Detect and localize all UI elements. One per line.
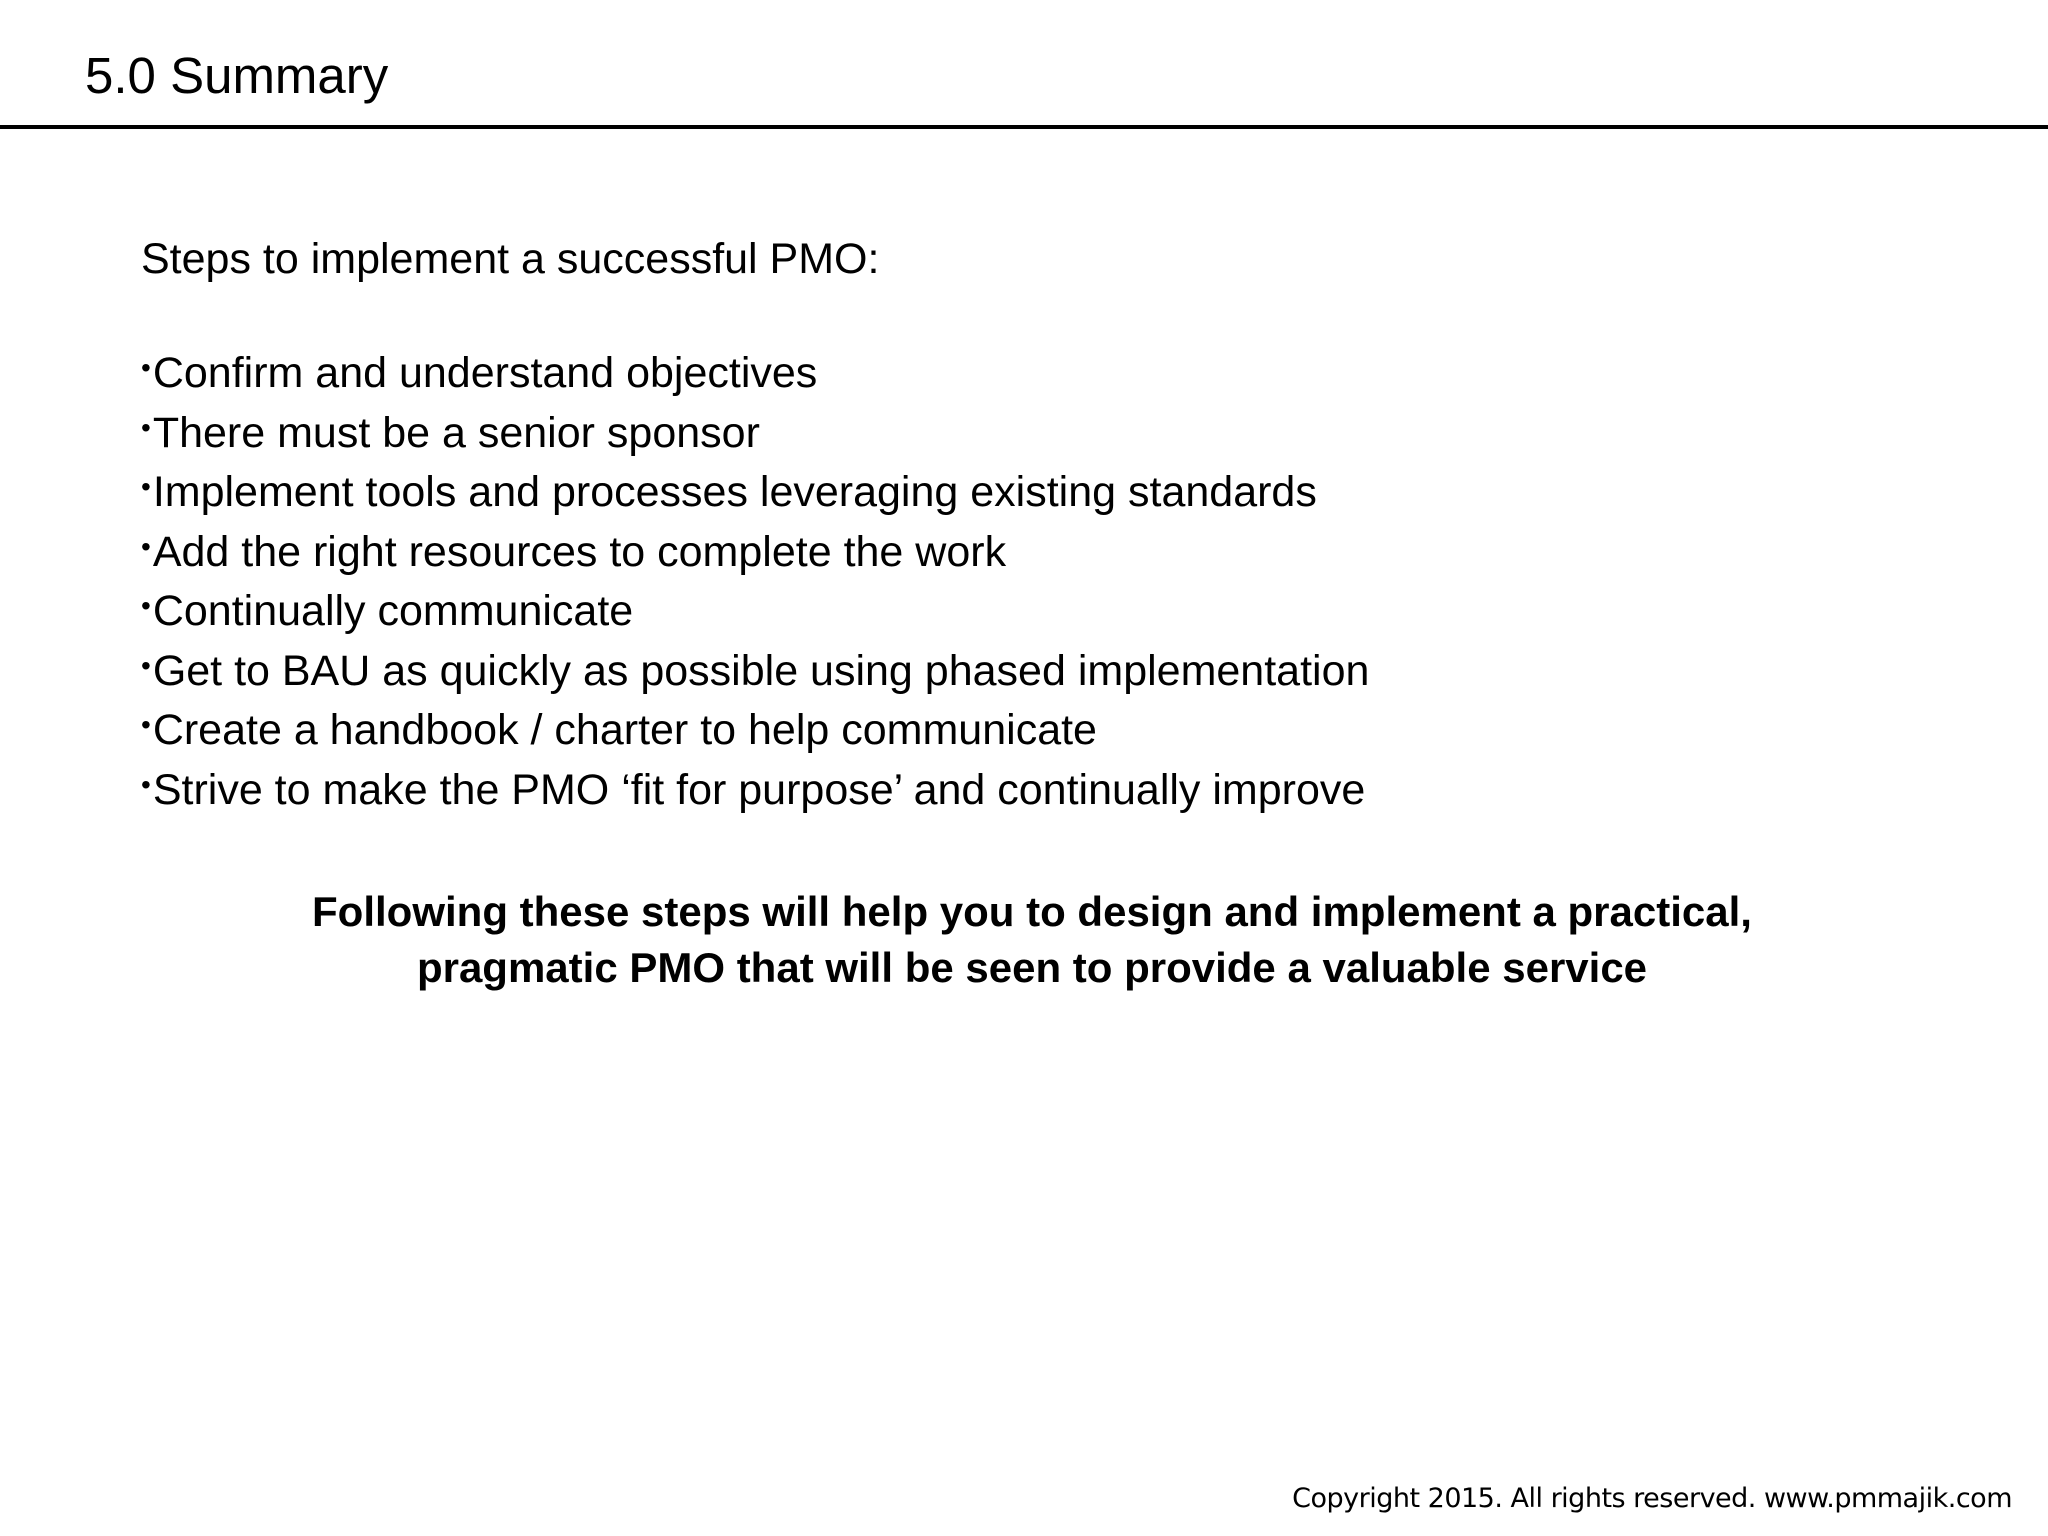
intro-text: Steps to implement a successful PMO:: [141, 235, 880, 283]
bullet-icon: •: [141, 352, 151, 383]
copyright-footer: Copyright 2015. All rights reserved. www.pmmajik.com: [1292, 1483, 2012, 1514]
step-item: [141, 401, 1369, 461]
step-text: Continually communicate: [152, 587, 634, 635]
step-item: [141, 639, 1369, 699]
slide-title: 5.0 Summary: [85, 47, 389, 104]
step-item: [141, 520, 1369, 580]
step-item: [141, 758, 1369, 818]
step-item: [141, 460, 1369, 520]
steps-list: [141, 341, 1369, 817]
bullet-icon: •: [141, 411, 151, 443]
conclusion-line-1: Following these steps will help you to design and implement a practical,: [312, 888, 1752, 935]
bullet-icon: •: [141, 768, 151, 800]
bullet-icon: •: [141, 590, 151, 621]
conclusion-text: [224, 884, 1840, 996]
bullet-icon: •: [141, 530, 151, 562]
bullet-icon: •: [141, 709, 151, 740]
step-text: Get to BAU as quickly as possible using phased implementation: [152, 646, 1370, 695]
step-text: Strive to make the PMO ‘fit for purpose’ and continually improve: [152, 765, 1366, 814]
step-item: [141, 579, 1369, 639]
step-text: Add the right resources to complete the work: [152, 527, 1007, 576]
step-text: There must be a senior sponsor: [152, 408, 760, 457]
step-text: Create a handbook / charter to help communicate: [152, 706, 1097, 754]
step-text: Confirm and understand objectives: [152, 349, 818, 397]
step-text: Implement tools and processes leveraging existing standards: [152, 468, 1317, 516]
conclusion-line-2: pragmatic PMO that will be seen to provide a valuable service: [416, 944, 1648, 991]
step-item: [141, 698, 1369, 758]
title-divider: [0, 125, 2048, 129]
step-item: [141, 341, 1369, 401]
bullet-icon: •: [141, 649, 151, 681]
bullet-icon: •: [141, 471, 151, 502]
